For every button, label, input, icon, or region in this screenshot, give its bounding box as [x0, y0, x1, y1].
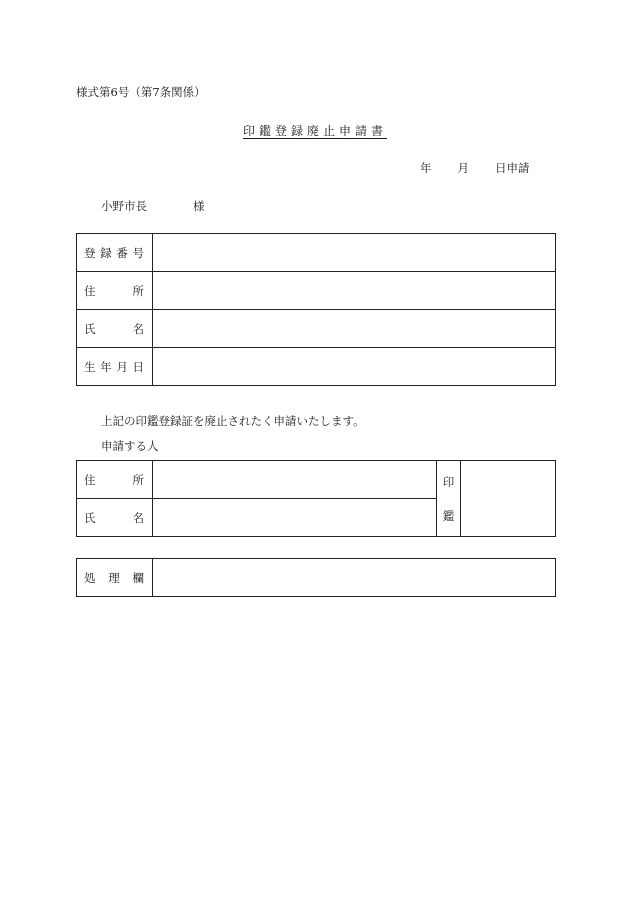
date-day-label: 日申請 [495, 161, 530, 175]
addressee-honorific: 様 [193, 199, 205, 213]
seal-label-bottom: 鑑 [442, 508, 455, 523]
table-row [77, 272, 556, 310]
field-label: 登 録 番 号 [84, 245, 144, 260]
page-title-text: 印鑑登録廃止申請書 [242, 124, 387, 138]
seal-stamp-box[interactable] [461, 461, 556, 537]
field-label: 氏 名 [84, 510, 144, 525]
application-date [420, 160, 530, 176]
processing-field[interactable] [153, 559, 556, 597]
birthdate-label [77, 348, 153, 386]
table-row [77, 348, 556, 386]
table-row [77, 559, 556, 597]
applicant-name-field[interactable] [153, 499, 437, 537]
address-label [77, 272, 153, 310]
addressee [101, 198, 205, 214]
applicant-table [76, 460, 556, 537]
applicant-heading: 申請する人 [101, 439, 159, 453]
form-number: 様式第6号（第7条関係） [76, 85, 206, 99]
field-label: 処 理 欄 [84, 570, 144, 585]
table-row [77, 234, 556, 272]
registration-number-label [77, 234, 153, 272]
name-field[interactable] [153, 310, 556, 348]
birthdate-field[interactable] [153, 348, 556, 386]
field-label: 住 所 [84, 472, 144, 487]
declaration-text: 上記の印鑑登録証を廃止されたく申請いたします。 [101, 414, 365, 428]
date-month-label: 月 [457, 161, 469, 175]
registrant-table [76, 233, 556, 386]
field-label: 氏 名 [84, 321, 144, 336]
field-label: 生 年 月 日 [84, 359, 144, 374]
registration-number-field[interactable] [153, 234, 556, 272]
table-row [77, 310, 556, 348]
page-title [0, 122, 630, 139]
processing-table [76, 558, 556, 597]
applicant-address-field[interactable] [153, 461, 437, 499]
applicant-name-label [77, 499, 153, 537]
addressee-name: 小野市長 [101, 199, 147, 213]
applicant-address-label [77, 461, 153, 499]
processing-label [77, 559, 153, 597]
address-field[interactable] [153, 272, 556, 310]
seal-label [437, 461, 461, 537]
date-year-label: 年 [420, 161, 432, 175]
field-label: 住 所 [84, 283, 144, 298]
seal-label-top: 印 [442, 474, 455, 489]
table-row [77, 461, 556, 499]
name-label [77, 310, 153, 348]
